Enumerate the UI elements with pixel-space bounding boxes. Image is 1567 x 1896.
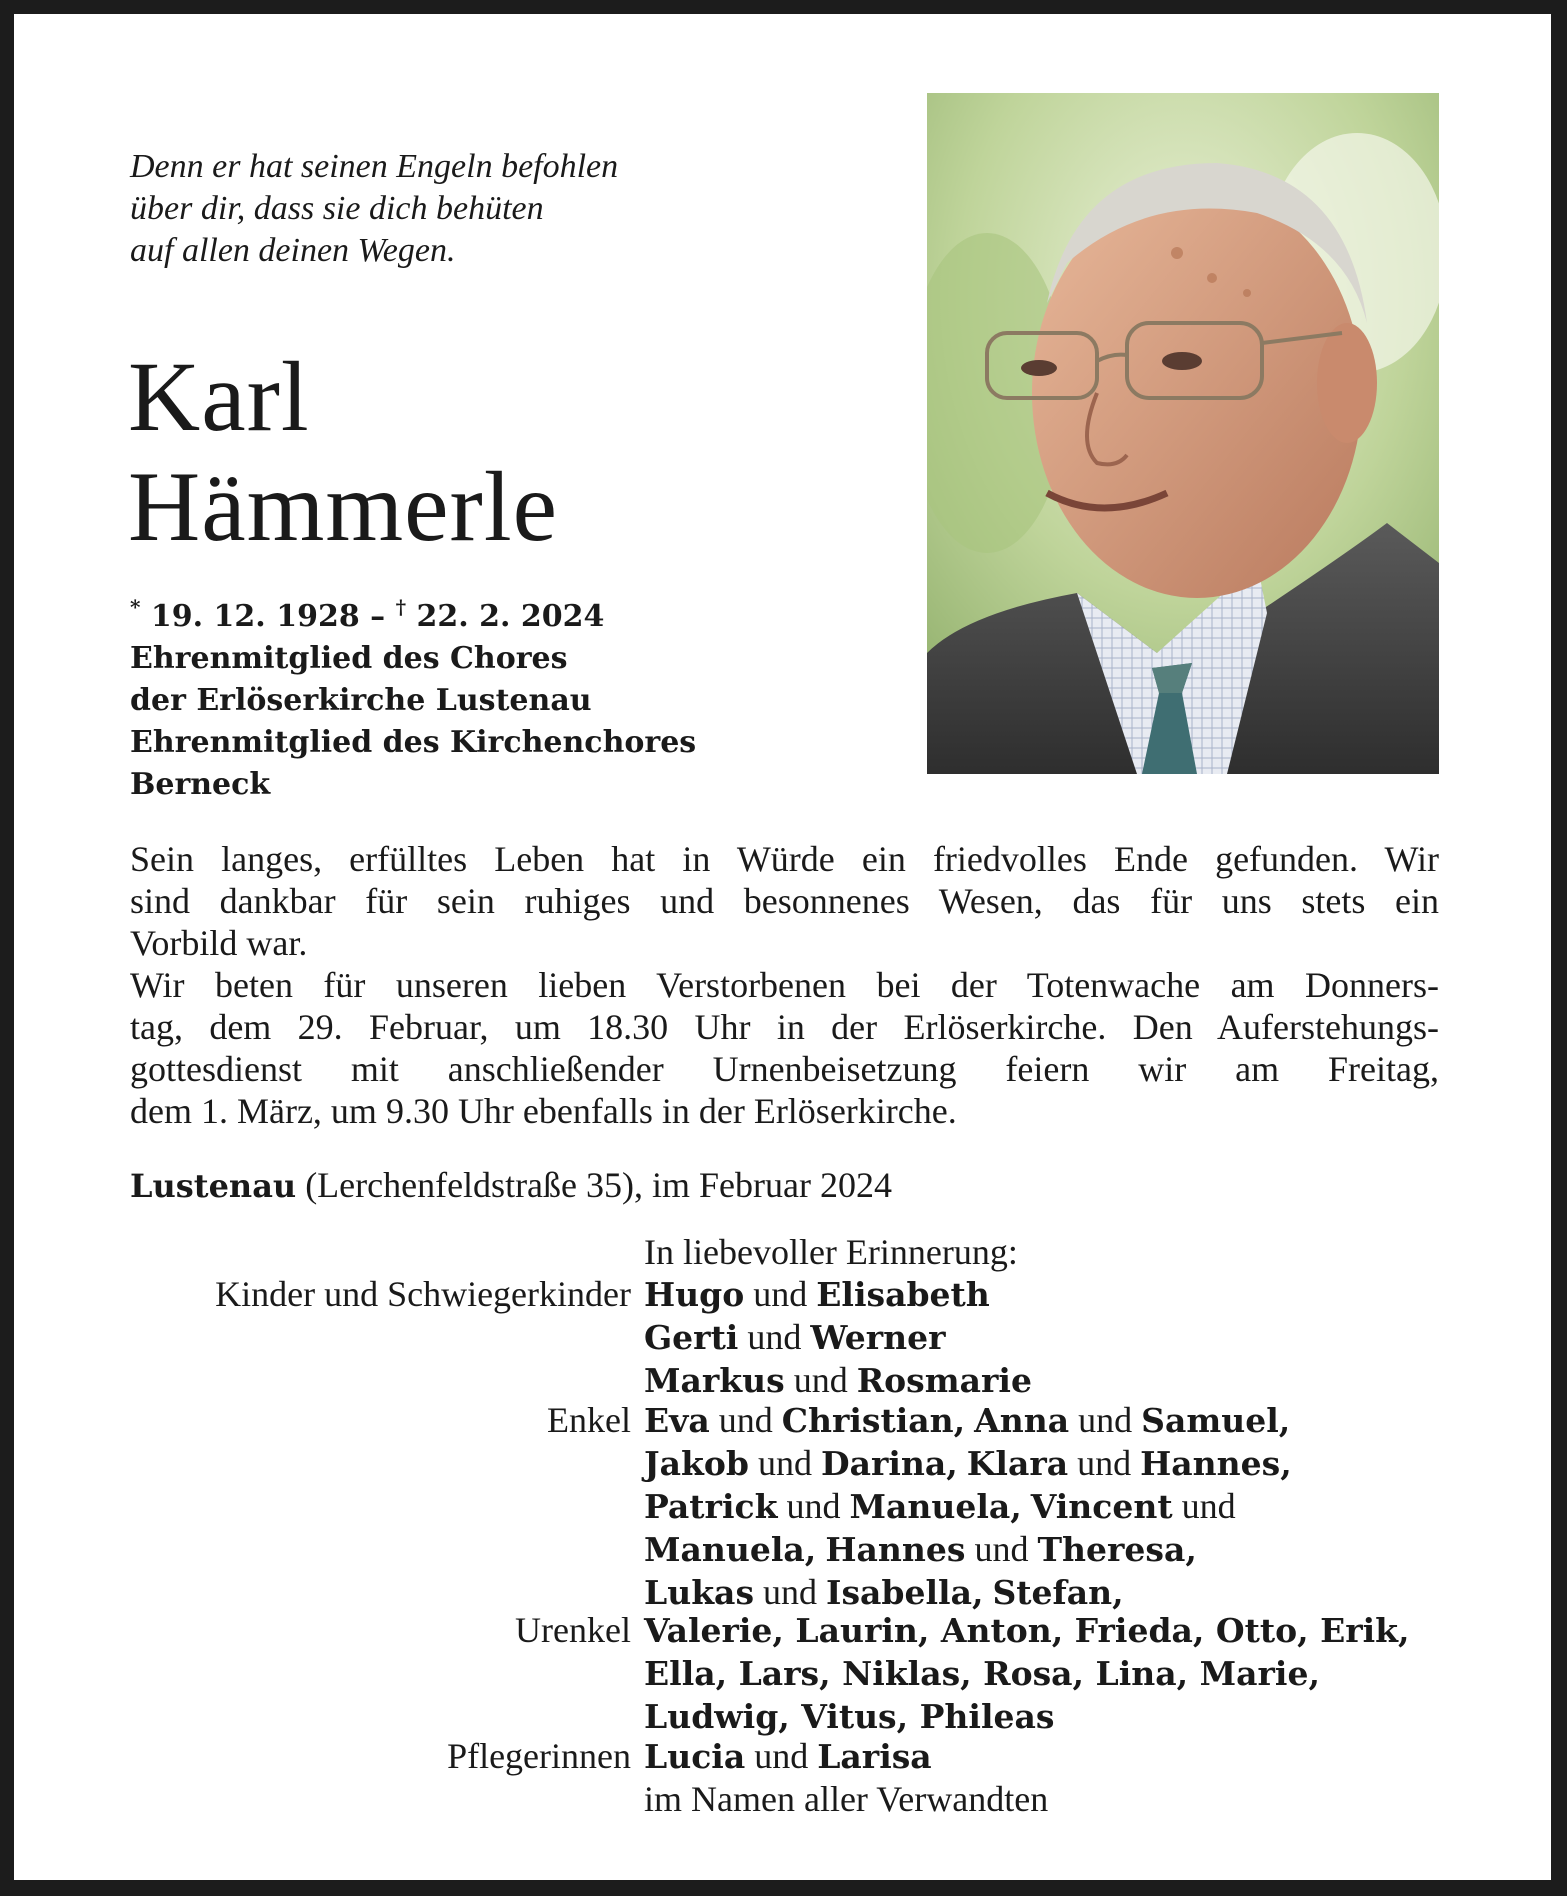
- deceased-name: [128, 342, 558, 562]
- quote-line: über dir, dass sie dich behüten: [130, 190, 544, 227]
- relation-label: Urenkel: [515, 1610, 631, 1650]
- obituary-text: [130, 838, 1439, 1132]
- address-date: (Lerchenfeldstraße 35), im Februar 2024: [296, 1165, 892, 1205]
- memory-heading: In liebevoller Erinnerung:: [644, 1232, 1018, 1272]
- honor-line: der Erlöserkirche Lustenau: [130, 683, 592, 718]
- text-line: Vorbild war.: [130, 923, 308, 963]
- bio-block: [130, 586, 696, 806]
- text-line: Wir beten für unseren lieben Verstorbenen bei der Totenwache am Donners-: [130, 965, 1439, 1005]
- text-line: sind dankbar für sein ruhiges und besonnenes Wesen, das für uns stets ein: [130, 881, 1439, 921]
- obituary-page: [14, 14, 1551, 1880]
- relation-label: Enkel: [547, 1400, 631, 1440]
- text-line: tag, dem 29. Februar, um 18.30 Uhr in der Erlöserkirche. Den Auferstehungs-: [130, 1007, 1439, 1047]
- honor-line: Ehrenmitglied des Chores: [130, 641, 568, 676]
- life-dates: * 19. 12. 1928 – † 22. 2. 2024: [130, 595, 605, 634]
- caregiver-names: Lucia und Larisa im Namen aller Verwandten: [644, 1736, 1049, 1819]
- first-name: Karl: [128, 341, 310, 452]
- portrait-illustration: [927, 93, 1439, 774]
- closing-line: im Namen aller Verwandten: [644, 1779, 1049, 1819]
- honor-line: Berneck: [130, 767, 271, 802]
- relation-label: Pflegerinnen: [447, 1736, 631, 1776]
- bible-quote: [130, 146, 618, 272]
- children-names: Hugo und Elisabeth Gerti und Werner Markus und Rosmarie: [644, 1274, 1032, 1400]
- place-date: [130, 1164, 892, 1207]
- portrait-photo: [927, 93, 1439, 774]
- grandchildren-names: Eva und Christian, Anna und Samuel, Jakob und Darina, Klara und Hannes, Patrick und Manuela, Vincent und Manuela, Hannes und Theresa, Lukas und Isabella, Stefan,: [644, 1400, 1292, 1612]
- text-line: dem 1. März, um 9.30 Uhr ebenfalls in der Erlöserkirche.: [130, 1091, 957, 1131]
- text-line: gottesdienst mit anschließender Urnenbeisetzung feiern wir am Freitag,: [130, 1049, 1439, 1089]
- town: Lustenau: [130, 1167, 297, 1205]
- quote-line: auf allen deinen Wegen.: [130, 232, 456, 269]
- text-line: Sein langes, erfülltes Leben hat in Würde ein friedvolles Ende gefunden. Wir: [130, 839, 1439, 879]
- quote-line: Denn er hat seinen Engeln befohlen: [130, 148, 619, 185]
- relation-label: Kinder und Schwiegerkinder: [215, 1274, 631, 1314]
- great-grandchildren-names: Valerie, Laurin, Anton, Frieda, Otto, Erik, Ella, Lars, Niklas, Rosa, Lina, Marie, Ludwig, Vitus, Phileas: [644, 1611, 1410, 1736]
- honor-line: Ehrenmitglied des Kirchenchores: [130, 725, 697, 760]
- last-name: Hämmerle: [128, 451, 559, 562]
